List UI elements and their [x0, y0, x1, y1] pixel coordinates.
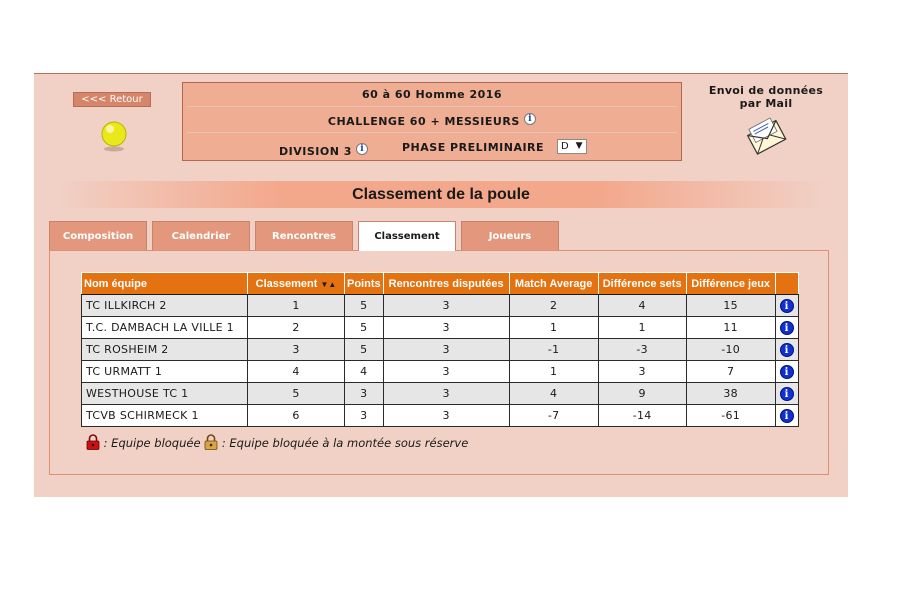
team-diff-sets: -14 — [598, 405, 686, 427]
table-row — [82, 317, 799, 339]
mail-export-line1: Envoi de données — [708, 84, 824, 97]
tab-composition[interactable]: Composition — [49, 221, 147, 251]
team-diff-games: 7 — [686, 361, 775, 383]
division-label — [279, 143, 368, 158]
team-matches: 3 — [383, 405, 509, 427]
team-name: TCVB SCHIRMECK 1 — [82, 405, 248, 427]
team-matches: 3 — [383, 339, 509, 361]
team-diff-games: 11 — [686, 317, 775, 339]
team-rank: 4 — [248, 361, 345, 383]
team-match-average: 1 — [509, 317, 598, 339]
legend — [86, 434, 468, 450]
team-rank: 6 — [248, 405, 345, 427]
team-info-cell — [775, 339, 798, 361]
table-row — [82, 383, 799, 405]
team-matches: 3 — [383, 295, 509, 317]
team-match-average: -1 — [509, 339, 598, 361]
team-diff-sets: 3 — [598, 361, 686, 383]
challenge-info-icon[interactable]: i — [524, 113, 536, 125]
info-icon[interactable]: i — [780, 409, 794, 423]
envelope-icon[interactable] — [744, 114, 788, 158]
team-name: T.C. DAMBACH LA VILLE 1 — [82, 317, 248, 339]
info-icon[interactable]: i — [780, 299, 794, 313]
title-band — [54, 181, 828, 208]
team-name: WESTHOUSE TC 1 — [82, 383, 248, 405]
team-points: 5 — [345, 339, 384, 361]
team-matches: 3 — [383, 361, 509, 383]
column-header-points[interactable]: Points — [345, 273, 384, 295]
team-matches: 3 — [383, 383, 509, 405]
red-lock-icon — [86, 434, 100, 450]
info-icon[interactable]: i — [780, 387, 794, 401]
division-text: DIVISION 3 — [279, 145, 352, 158]
team-rank: 2 — [248, 317, 345, 339]
team-match-average: 1 — [509, 361, 598, 383]
team-points: 5 — [345, 295, 384, 317]
legend-blocked-reserve-text: : Equipe bloquée à la montée sous réserve — [221, 436, 469, 450]
team-rank: 1 — [248, 295, 345, 317]
tennis-ball-icon — [100, 120, 128, 152]
tab-classement[interactable]: Classement — [358, 221, 456, 251]
tab-content-panel — [49, 250, 829, 475]
poule-select[interactable] — [557, 139, 587, 154]
column-header-matches[interactable]: Rencontres disputées — [383, 273, 509, 295]
team-points: 4 — [345, 361, 384, 383]
team-diff-games: 38 — [686, 383, 775, 405]
table-row — [82, 405, 799, 427]
team-diff-games: -61 — [686, 405, 775, 427]
team-match-average: 2 — [509, 295, 598, 317]
team-name: TC URMATT 1 — [82, 361, 248, 383]
column-header-diff-games[interactable]: Différence jeux — [686, 273, 775, 295]
challenge-row — [187, 109, 677, 133]
challenge-name: CHALLENGE 60 + MESSIEURS — [327, 115, 520, 128]
table-header-row — [82, 273, 799, 295]
team-match-average: -7 — [509, 405, 598, 427]
team-points: 3 — [345, 383, 384, 405]
mail-export-title — [702, 84, 830, 110]
team-diff-sets: 4 — [598, 295, 686, 317]
info-icon[interactable]: i — [780, 343, 794, 357]
table-row — [82, 339, 799, 361]
competition-header — [182, 82, 682, 161]
poule-select-value: D — [561, 141, 570, 152]
table-row — [82, 295, 799, 317]
table-row — [82, 361, 799, 383]
tab-calendrier[interactable]: Calendrier — [152, 221, 250, 251]
team-points: 5 — [345, 317, 384, 339]
tab-joueurs[interactable]: Joueurs — [461, 221, 559, 251]
legend-blocked-text: : Equipe bloquée — [103, 436, 201, 450]
mail-export-line2: par Mail — [739, 97, 793, 110]
team-rank: 5 — [248, 383, 345, 405]
team-diff-games: -10 — [686, 339, 775, 361]
team-matches: 3 — [383, 317, 509, 339]
standings-table — [81, 272, 799, 427]
team-name: TC ROSHEIM 2 — [82, 339, 248, 361]
column-header-rank[interactable] — [248, 273, 345, 295]
info-icon[interactable]: i — [780, 365, 794, 379]
team-name: TC ILLKIRCH 2 — [82, 295, 248, 317]
competition-title: 60 à 60 Homme 2016 — [187, 83, 677, 107]
column-header-match-average[interactable]: Match Average — [509, 273, 598, 295]
column-header-diff-sets[interactable]: Différence sets — [598, 273, 686, 295]
team-info-cell — [775, 405, 798, 427]
chevron-down-icon: ▼ — [575, 141, 583, 151]
team-info-cell — [775, 317, 798, 339]
team-info-cell — [775, 361, 798, 383]
phase-label: PHASE PRELIMINAIRE — [402, 141, 545, 154]
team-info-cell — [775, 383, 798, 405]
team-diff-sets: -3 — [598, 339, 686, 361]
info-icon[interactable]: i — [780, 321, 794, 335]
division-info-icon[interactable]: i — [356, 143, 368, 155]
team-rank: 3 — [248, 339, 345, 361]
column-header-rank-label: Classement — [255, 277, 318, 290]
division-row — [187, 135, 677, 161]
tab-rencontres[interactable]: Rencontres — [255, 221, 353, 251]
team-info-cell — [775, 295, 798, 317]
page-container — [34, 73, 848, 497]
team-points: 3 — [345, 405, 384, 427]
back-button[interactable]: <<< Retour — [73, 92, 151, 107]
team-diff-sets: 9 — [598, 383, 686, 405]
team-diff-sets: 1 — [598, 317, 686, 339]
column-header-info — [775, 273, 798, 295]
team-diff-games: 15 — [686, 295, 775, 317]
column-header-name[interactable]: Nom équipe — [82, 273, 248, 295]
gold-lock-icon — [204, 434, 218, 450]
team-match-average: 4 — [509, 383, 598, 405]
sort-arrows-icon[interactable]: ▼▲ — [320, 279, 337, 289]
page-title: Classement de la poule — [352, 186, 530, 203]
